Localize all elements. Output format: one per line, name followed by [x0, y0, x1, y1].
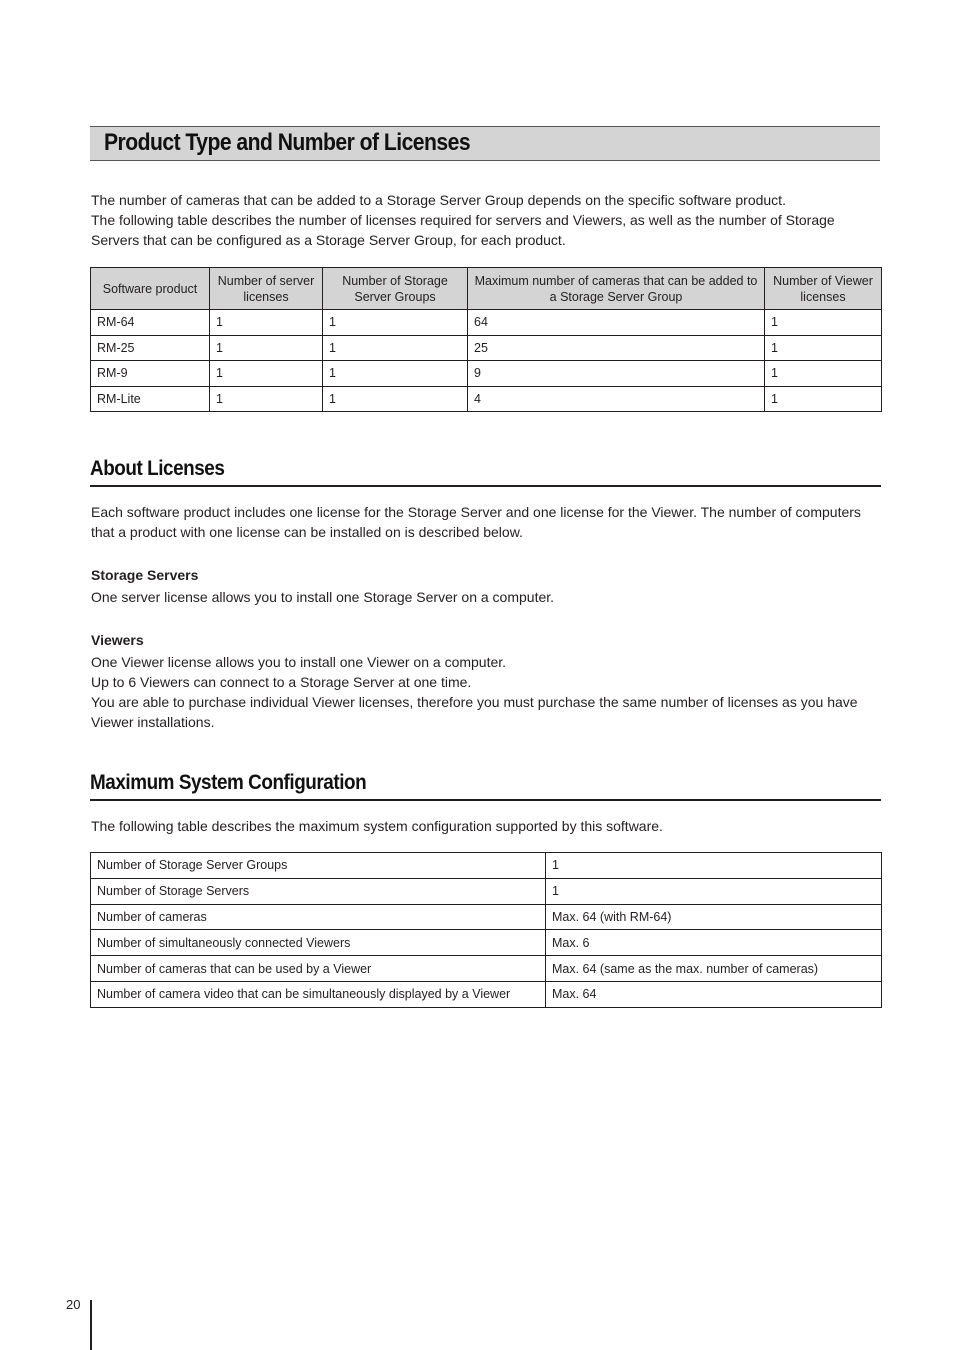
table-row	[91, 361, 882, 387]
intro-line-2: The following table describes the number of licenses required for servers and Viewers, as well as the number of Storage Servers that can be configured as a Storage Server Group, for each product.	[91, 212, 835, 248]
cell-product: RM-64	[91, 310, 210, 336]
table-row	[91, 335, 882, 361]
viewers-heading: Viewers	[91, 632, 144, 648]
max-config-heading: Maximum System Configuration	[90, 771, 881, 801]
chapter-title: Product Type and Number of Licenses	[104, 129, 471, 156]
cell-max-cameras: 4	[468, 386, 765, 412]
config-value: Max. 6	[546, 930, 882, 956]
cell-server-groups: 1	[323, 361, 468, 387]
cell-server-groups: 1	[323, 386, 468, 412]
license-table	[90, 267, 882, 412]
cell-viewer-licenses: 1	[765, 361, 882, 387]
config-label: Number of simultaneously connected Viewers	[91, 930, 546, 956]
storage-servers-heading: Storage Servers	[91, 567, 199, 583]
license-table-header-row	[91, 268, 882, 310]
config-label: Number of cameras	[91, 904, 546, 930]
cell-max-cameras: 9	[468, 361, 765, 387]
table-row	[91, 981, 882, 1007]
cell-product: RM-Lite	[91, 386, 210, 412]
config-value: Max. 64	[546, 981, 882, 1007]
storage-servers-body: One server license allows you to install one Storage Server on a computer.	[91, 589, 555, 605]
cell-max-cameras: 25	[468, 335, 765, 361]
cell-server-licenses: 1	[210, 310, 323, 336]
config-value: Max. 64 (same as the max. number of cameras)	[546, 956, 882, 982]
viewers-line-2: Up to 6 Viewers can connect to a Storage Server at one time.	[91, 674, 472, 690]
max-config-body: The following table describes the maximum system configuration supported by this software.	[91, 818, 663, 834]
table-row	[91, 386, 882, 412]
about-licenses-body: Each software product includes one license for the Storage Server and one license for the Viewer. The number of computers that a product with one license can be installed on is described below.	[91, 504, 861, 540]
header-max-cameras: Maximum number of cameras that can be added to a Storage Server Group	[468, 268, 765, 310]
cell-server-groups: 1	[323, 310, 468, 336]
viewers-line-3: You are able to purchase individual Viewer licenses, therefore you must purchase the same number of licenses as you have Viewer installations.	[91, 694, 858, 730]
cell-viewer-licenses: 1	[765, 386, 882, 412]
table-row	[91, 930, 882, 956]
header-storage-server-groups: Number of Storage Server Groups	[323, 268, 468, 310]
cell-product: RM-9	[91, 361, 210, 387]
page-margin-rule	[90, 1300, 92, 1350]
intro-line-1: The number of cameras that can be added to a Storage Server Group depends on the specific software product.	[91, 192, 786, 208]
config-label: Number of cameras that can be used by a Viewer	[91, 956, 546, 982]
config-value: Max. 64 (with RM-64)	[546, 904, 882, 930]
cell-viewer-licenses: 1	[765, 310, 882, 336]
about-licenses-heading: About Licenses	[90, 457, 881, 487]
max-config-table	[90, 852, 882, 1008]
cell-server-licenses: 1	[210, 361, 323, 387]
cell-server-licenses: 1	[210, 335, 323, 361]
chapter-title-bar	[90, 126, 880, 161]
page-number: 20	[66, 1297, 81, 1312]
config-value: 1	[546, 853, 882, 879]
cell-viewer-licenses: 1	[765, 335, 882, 361]
config-label: Number of camera video that can be simultaneously displayed by a Viewer	[91, 981, 546, 1007]
header-software-product: Software product	[91, 268, 210, 310]
header-viewer-licenses: Number of Viewer licenses	[765, 268, 882, 310]
cell-server-licenses: 1	[210, 386, 323, 412]
table-row	[91, 904, 882, 930]
table-row	[91, 956, 882, 982]
config-value: 1	[546, 878, 882, 904]
config-label: Number of Storage Server Groups	[91, 853, 546, 879]
table-row	[91, 878, 882, 904]
cell-max-cameras: 64	[468, 310, 765, 336]
config-label: Number of Storage Servers	[91, 878, 546, 904]
cell-server-groups: 1	[323, 335, 468, 361]
header-server-licenses: Number of server licenses	[210, 268, 323, 310]
table-row	[91, 853, 882, 879]
cell-product: RM-25	[91, 335, 210, 361]
viewers-line-1: One Viewer license allows you to install one Viewer on a computer.	[91, 654, 507, 670]
viewers-body	[91, 652, 881, 732]
intro-paragraph	[91, 190, 881, 250]
table-row	[91, 310, 882, 336]
